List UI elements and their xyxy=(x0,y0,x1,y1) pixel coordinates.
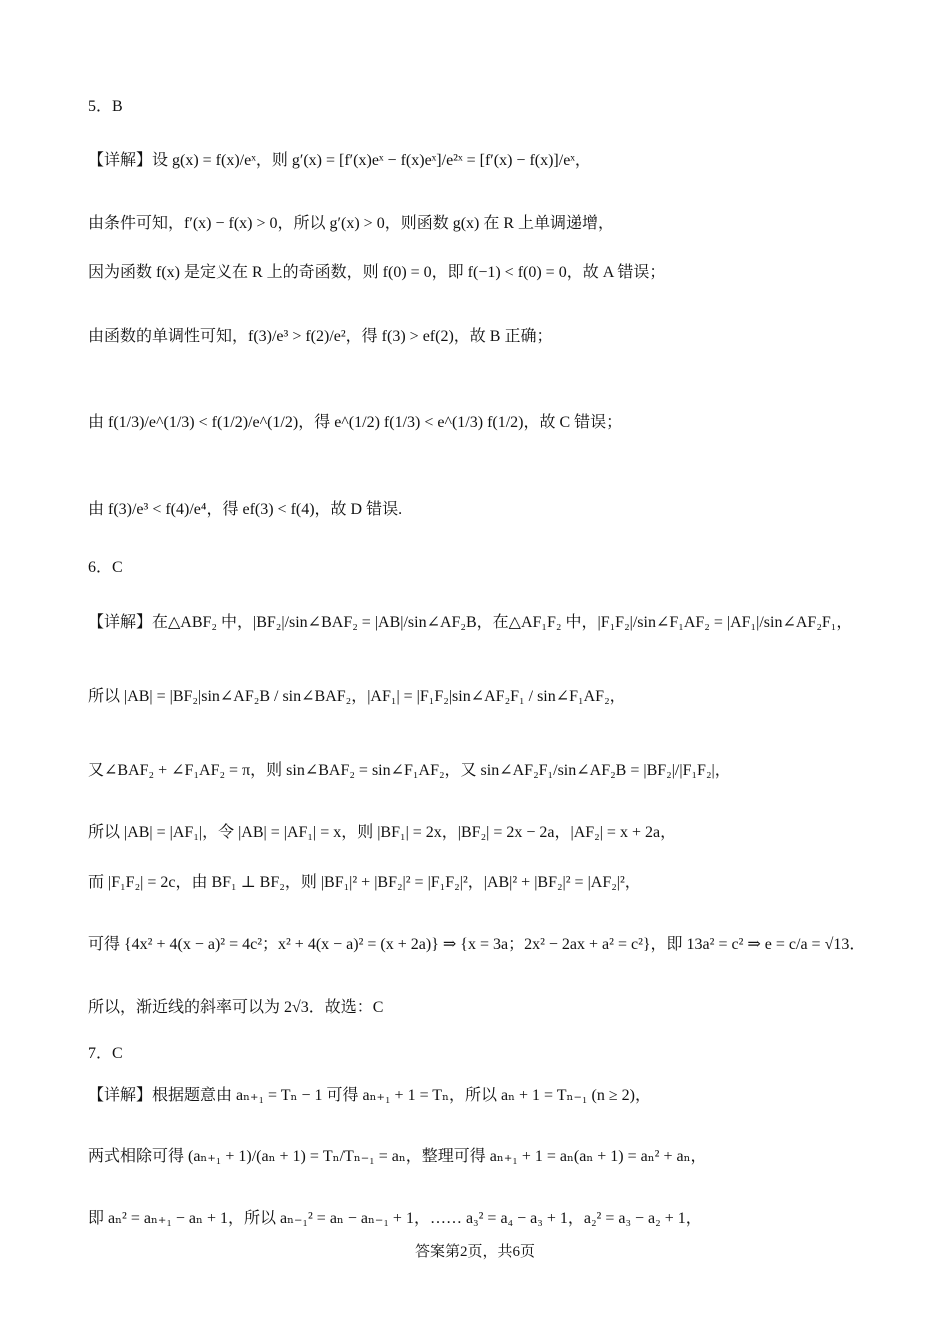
q7-line-1: 【详解】根据题意由 aₙ₊₁ = Tₙ − 1 可得 aₙ₊₁ + 1 = Tₙ，所以 aₙ + 1 = Tₙ₋₁ (n ≥ 2)， xyxy=(88,1087,651,1104)
q6-line-7: 所以，渐近线的斜率可以为 2√3．故选：C xyxy=(88,999,384,1016)
q6-line-2: 所以 |AB| = |BF₂|sin∠AF₂B / sin∠BAF₂，|AF₁| = |F₁F₂|sin∠AF₂F₁ / sin∠F₁AF₂， xyxy=(88,688,626,705)
q6-line-5: 而 |F₁F₂| = 2c，由 BF₁ ⊥ BF₂，则 |BF₁|² + |BF₂|² = |F₁F₂|²，|AB|² + |BF₂|² = |AF₂|²， xyxy=(88,874,641,891)
q5-line-4: 由函数的单调性可知，f(3)/e³ > f(2)/e²，得 f(3) > ef(2)，故 B 正确； xyxy=(88,328,553,345)
q6-line-3: 又∠BAF₂ + ∠F₁AF₂ = π，则 sin∠BAF₂ = sin∠F₁AF₂，又 sin∠AF₂F₁/sin∠AF₂B = |BF₂|/|F₁F₂|， xyxy=(88,762,731,779)
q5-line-3: 因为函数 f(x) 是定义在 R 上的奇函数，则 f(0) = 0，即 f(−1) < f(0) = 0，故 A 错误； xyxy=(88,264,666,281)
q5-line-5: 由 f(1/3)/e^(1/3) < f(1/2)/e^(1/2)，得 e^(1/2) f(1/3) < e^(1/3) f(1/2)，故 C 错误； xyxy=(88,414,623,431)
q5-line-1: 【详解】设 g(x) = f(x)/eˣ，则 g′(x) = [f′(x)eˣ − f(x)eˣ]/e²ˣ = [f′(x) − f(x)]/eˣ， xyxy=(88,152,591,169)
q7-heading: 7．C xyxy=(88,1045,123,1062)
q6-heading: 6．C xyxy=(88,559,123,576)
q5-heading: 5．B xyxy=(88,98,123,115)
q6-line-4: 所以 |AB| = |AF₁|，令 |AB| = |AF₁| = x，则 |BF₁| = 2x，|BF₂| = 2x − 2a，|AF₂| = x + 2a， xyxy=(88,824,677,841)
q6-line-1: 【详解】在△ABF₂ 中，|BF₂|/sin∠BAF₂ = |AB|/sin∠AF₂B，在△AF₁F₂ 中，|F₁F₂|/sin∠F₁AF₂ = |AF₁|/sin∠AF₂F₁， xyxy=(88,614,853,631)
q5-line-2: 由条件可知，f′(x) − f(x) > 0，所以 g′(x) > 0，则函数 g(x) 在 R 上单调递增， xyxy=(88,215,615,232)
page-footer: 答案第2页，共6页 xyxy=(414,1244,535,1260)
q7-line-2: 两式相除可得 (aₙ₊₁ + 1)/(aₙ + 1) = Tₙ/Tₙ₋₁ = aₙ，整理可得 aₙ₊₁ + 1 = aₙ(aₙ + 1) = aₙ² + aₙ， xyxy=(88,1148,707,1165)
q6-line-6: 可得 {4x² + 4(x − a)² = 4c²；x² + 4(x − a)² = (x + 2a)} ⇒ {x = 3a；2x² − 2ax + a² = c²}，即 13a² = c² ⇒ e = c/a = √13． xyxy=(88,936,866,953)
q7-line-3: 即 aₙ² = aₙ₊₁ − aₙ + 1，所以 aₙ₋₁² = aₙ − aₙ₋₁ + 1，…… a₃² = a₄ − a₃ + 1，a₂² = a₃ − a₂ + 1， xyxy=(88,1210,702,1227)
q5-line-6: 由 f(3)/e³ < f(4)/e⁴，得 ef(3) < f(4)，故 D 错误. xyxy=(88,501,403,518)
